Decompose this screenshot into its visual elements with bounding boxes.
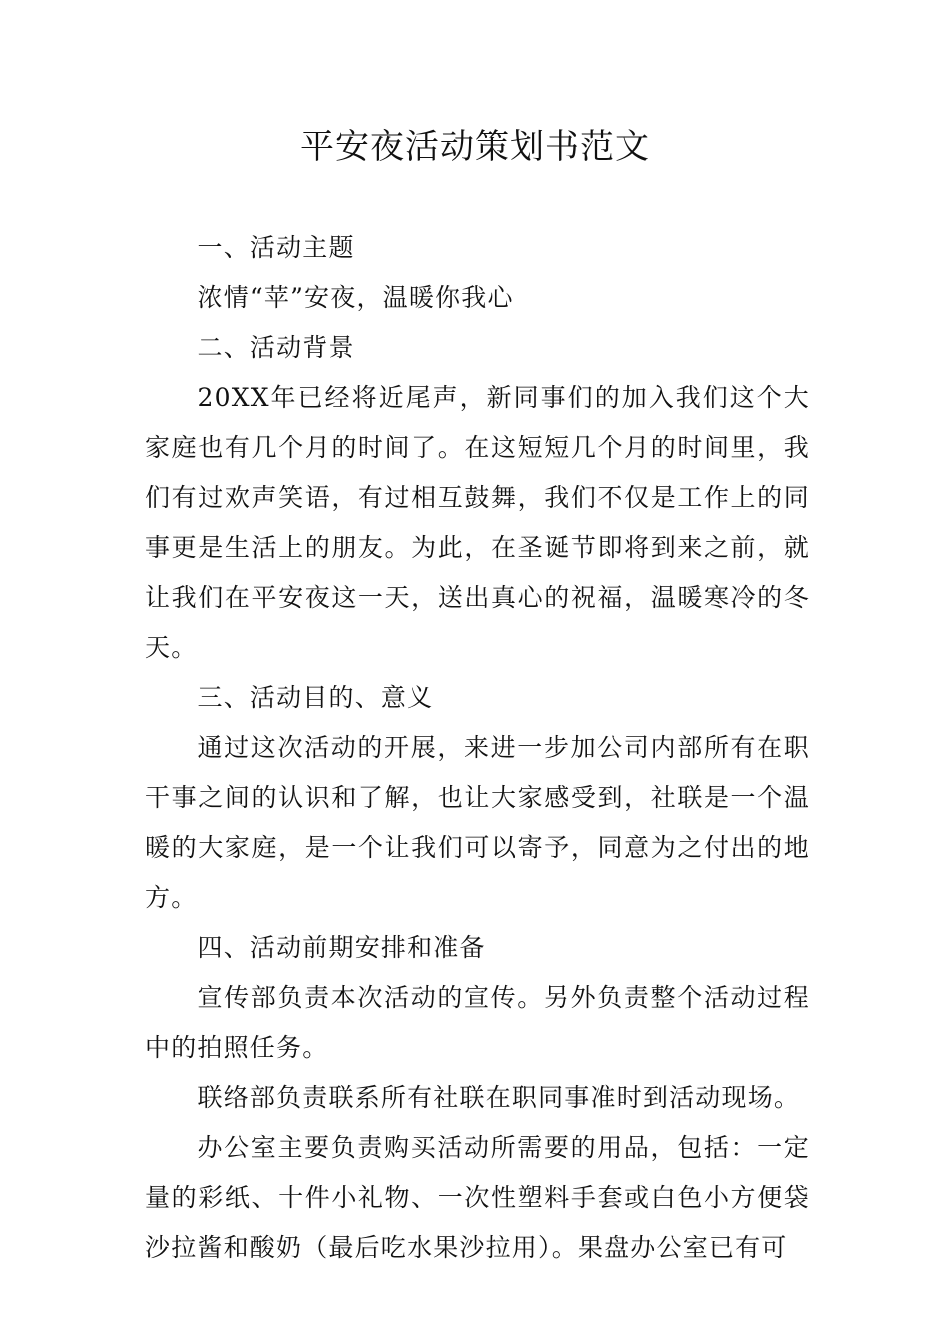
- paragraph-liaison-dept: 联络部负责联系所有社联在职同事准时到活动现场。: [197, 1083, 801, 1112]
- heading-activity-purpose: 三、活动目的、意义: [197, 683, 434, 712]
- paragraph-publicity-dept: 宣传部负责本次活动的宣传。另外负责整个活动过程中的拍照任务。: [145, 983, 810, 1062]
- heading-activity-theme: 一、活动主题: [197, 233, 355, 262]
- document-title: 平安夜活动策划书范文: [300, 127, 650, 167]
- document-body: [145, 223, 810, 1273]
- heading-activity-background: 二、活动背景: [197, 333, 355, 362]
- paragraph-activity-theme: 浓情“苹”安夜，温暖你我心: [197, 283, 514, 312]
- paragraph-office: 办公室主要负责购买活动所需要的用品，包括：一定量的彩纸、十件小礼物、一次性塑料手套或白色小方便袋沙拉酱和酸奶（最后吃水果沙拉用）。果盘办公室已有可: [145, 1133, 810, 1262]
- heading-preparation: 四、活动前期安排和准备: [197, 933, 486, 962]
- paragraph-activity-background: 20XX年已经将近尾声，新同事们的加入我们这个大家庭也有几个月的时间了。在这短短几个月的时间里，我们有过欢声笑语，有过相互鼓舞，我们不仅是工作上的同事更是生活上的朋友。为此，在圣诞节即将到来之前，就让我们在平安夜这一天，送出真心的祝福，温暖寒冷的冬天。: [145, 383, 810, 662]
- paragraph-activity-purpose: 通过这次活动的开展，来进一步加公司内部所有在职干事之间的认识和了解，也让大家感受到，社联是一个温暖的大家庭，是一个让我们可以寄予，同意为之付出的地方。: [145, 733, 810, 912]
